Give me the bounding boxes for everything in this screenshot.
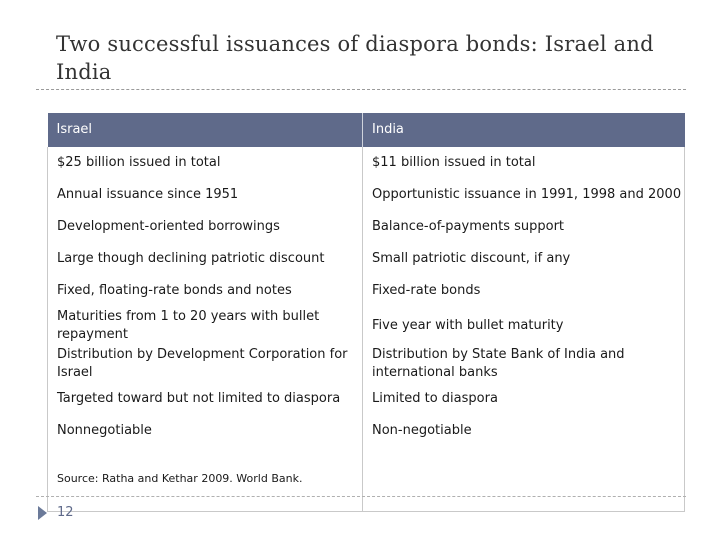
cell-india: Distribution by State Bank of India and international banks xyxy=(372,347,625,380)
table-row xyxy=(48,275,685,307)
cell-israel: Nonnegotiable xyxy=(48,415,363,447)
header-israel: Israel xyxy=(48,113,363,147)
triangle-bullet-icon xyxy=(38,506,47,520)
cell-israel: Maturities from 1 to 20 years with bullet repayment xyxy=(48,307,363,345)
table-row xyxy=(48,383,685,415)
cell-india: Balance-of-payments support xyxy=(372,219,565,234)
empty-cell xyxy=(363,447,685,512)
source-row xyxy=(48,447,685,512)
table-row xyxy=(48,345,685,383)
cell-israel: Development-oriented borrowings xyxy=(48,211,363,243)
cell-india: Five year with bullet maturity xyxy=(372,318,564,333)
source-text: Source: Ratha and Kethar 2009. World Bank. xyxy=(57,472,303,485)
title-divider xyxy=(36,89,686,90)
slide-title: Two successful issuances of diaspora bonds: Israel and India xyxy=(56,32,654,84)
table-row xyxy=(48,307,685,345)
cell-india: Limited to diaspora xyxy=(372,391,498,406)
source-note xyxy=(48,447,363,512)
cell-india: Opportunistic issuance in 1991, 1998 and 2000 xyxy=(372,187,682,202)
cell-india: Fixed-rate bonds xyxy=(372,283,481,298)
table-row xyxy=(48,179,685,211)
cell-israel: Fixed, floating-rate bonds and notes xyxy=(48,275,363,307)
cell-israel: Distribution by Development Corporation for Israel xyxy=(48,345,363,383)
table-row xyxy=(48,211,685,243)
cell-india: Non-negotiable xyxy=(372,423,472,438)
table-header-row xyxy=(48,113,685,147)
cell-israel: Large though declining patriotic discount xyxy=(48,243,363,275)
cell-israel: Targeted toward but not limited to diaspora xyxy=(48,383,363,415)
table-row xyxy=(48,415,685,447)
table-row xyxy=(48,243,685,275)
footer-divider xyxy=(36,496,686,497)
cell-israel: $25 billion issued in total xyxy=(48,147,363,179)
header-india: India xyxy=(363,113,685,147)
cell-israel: Annual issuance since 1951 xyxy=(48,179,363,211)
page-number: 12 xyxy=(57,505,74,520)
comparison-table xyxy=(47,113,685,512)
table-row xyxy=(48,147,685,179)
cell-india: Small patriotic discount, if any xyxy=(372,251,571,266)
cell-india: $11 billion issued in total xyxy=(372,155,536,170)
